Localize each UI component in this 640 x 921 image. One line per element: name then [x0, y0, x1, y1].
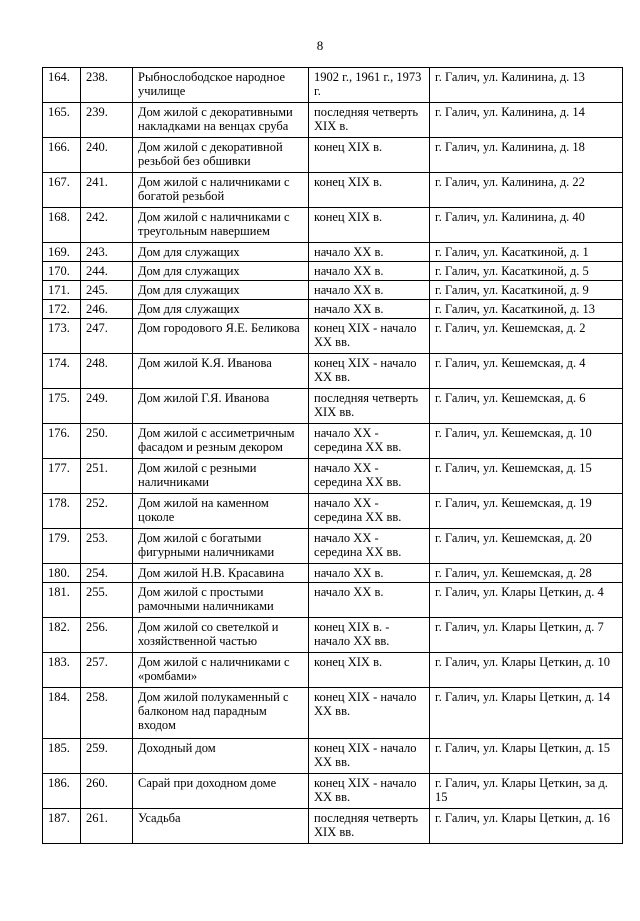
address-cell: г. Галич, ул. Касаткиной, д. 5: [430, 262, 623, 281]
dating-cell: начало XX в.: [309, 583, 430, 618]
row-number-cell: 181.: [43, 583, 81, 618]
row-number-cell: 184.: [43, 688, 81, 739]
dating-cell: последняя четверть XIX в.: [309, 103, 430, 138]
row-number-cell: 175.: [43, 389, 81, 424]
table-row: [43, 138, 623, 173]
registry-number-cell: 240.: [81, 138, 133, 173]
dating-cell: конец XIX - начало XX вв.: [309, 354, 430, 389]
object-name-cell: Дом жилой с декоративными накладками на венцах сруба: [133, 103, 309, 138]
object-name-cell: Дом жилой с наличниками с треугольным навершием: [133, 208, 309, 243]
registry-number-cell: 257.: [81, 653, 133, 688]
registry-number-cell: 246.: [81, 300, 133, 319]
row-number-cell: 166.: [43, 138, 81, 173]
address-cell: г. Галич, ул. Кешемская, д. 28: [430, 564, 623, 583]
dating-cell: начало XX в.: [309, 262, 430, 281]
register-table-body: [43, 68, 623, 844]
address-cell: г. Галич, ул. Клары Цеткин, д. 4: [430, 583, 623, 618]
address-cell: г. Галич, ул. Кешемская, д. 19: [430, 494, 623, 529]
object-name-cell: Дом жилой с наличниками с «ромбами»: [133, 653, 309, 688]
table-row: [43, 653, 623, 688]
row-number-cell: 186.: [43, 774, 81, 809]
row-number-cell: 178.: [43, 494, 81, 529]
row-number-cell: 185.: [43, 739, 81, 774]
dating-cell: начало XX в.: [309, 243, 430, 262]
object-name-cell: Дом для служащих: [133, 262, 309, 281]
row-number-cell: 164.: [43, 68, 81, 103]
address-cell: г. Галич, ул. Калинина, д. 14: [430, 103, 623, 138]
address-cell: г. Галич, ул. Кешемская, д. 10: [430, 424, 623, 459]
dating-cell: начало XX - середина XX вв.: [309, 424, 430, 459]
address-cell: г. Галич, ул. Кешемская, д. 4: [430, 354, 623, 389]
row-number-cell: 183.: [43, 653, 81, 688]
address-cell: г. Галич, ул. Кешемская, д. 6: [430, 389, 623, 424]
object-name-cell: Дом жилой с наличниками с богатой резьбой: [133, 173, 309, 208]
dating-cell: последняя четверть XIX вв.: [309, 809, 430, 844]
object-name-cell: Доходный дом: [133, 739, 309, 774]
row-number-cell: 169.: [43, 243, 81, 262]
table-row: [43, 173, 623, 208]
address-cell: г. Галич, ул. Клары Цеткин, д. 15: [430, 739, 623, 774]
registry-number-cell: 258.: [81, 688, 133, 739]
registry-number-cell: 260.: [81, 774, 133, 809]
registry-number-cell: 239.: [81, 103, 133, 138]
address-cell: г. Галич, ул. Клары Цеткин, за д. 15: [430, 774, 623, 809]
object-name-cell: Дом для служащих: [133, 300, 309, 319]
address-cell: г. Галич, ул. Кешемская, д. 20: [430, 529, 623, 564]
table-row: [43, 494, 623, 529]
row-number-cell: 167.: [43, 173, 81, 208]
address-cell: г. Галич, ул. Кешемская, д. 15: [430, 459, 623, 494]
table-row: [43, 103, 623, 138]
registry-number-cell: 254.: [81, 564, 133, 583]
table-row: [43, 389, 623, 424]
registry-number-cell: 255.: [81, 583, 133, 618]
dating-cell: 1902 г., 1961 г., 1973 г.: [309, 68, 430, 103]
row-number-cell: 177.: [43, 459, 81, 494]
object-name-cell: Усадьба: [133, 809, 309, 844]
registry-number-cell: 248.: [81, 354, 133, 389]
row-number-cell: 173.: [43, 319, 81, 354]
registry-number-cell: 253.: [81, 529, 133, 564]
dating-cell: конец XIX - начало XX вв.: [309, 739, 430, 774]
registry-number-cell: 259.: [81, 739, 133, 774]
row-number-cell: 180.: [43, 564, 81, 583]
object-name-cell: Дом жилой со светелкой и хозяйственной частью: [133, 618, 309, 653]
registry-number-cell: 256.: [81, 618, 133, 653]
address-cell: г. Галич, ул. Калинина, д. 40: [430, 208, 623, 243]
dating-cell: конец XIX в.: [309, 173, 430, 208]
table-row: [43, 529, 623, 564]
row-number-cell: 176.: [43, 424, 81, 459]
heritage-register-table: [42, 67, 623, 844]
object-name-cell: Дом жилой с резными наличниками: [133, 459, 309, 494]
table-row: [43, 424, 623, 459]
table-row: [43, 739, 623, 774]
table-row: [43, 354, 623, 389]
address-cell: г. Галич, ул. Касаткиной, д. 9: [430, 281, 623, 300]
table-row: [43, 262, 623, 281]
dating-cell: начало XX - середина XX вв.: [309, 459, 430, 494]
dating-cell: конец XIX в.: [309, 653, 430, 688]
row-number-cell: 179.: [43, 529, 81, 564]
address-cell: г. Галич, ул. Калинина, д. 18: [430, 138, 623, 173]
registry-number-cell: 261.: [81, 809, 133, 844]
table-row: [43, 618, 623, 653]
row-number-cell: 172.: [43, 300, 81, 319]
registry-number-cell: 243.: [81, 243, 133, 262]
dating-cell: конец XIX в.: [309, 138, 430, 173]
table-row: [43, 564, 623, 583]
registry-number-cell: 251.: [81, 459, 133, 494]
address-cell: г. Галич, ул. Клары Цеткин, д. 7: [430, 618, 623, 653]
object-name-cell: Дом жилой К.Я. Иванова: [133, 354, 309, 389]
table-row: [43, 688, 623, 739]
object-name-cell: Дом жилой Г.Я. Иванова: [133, 389, 309, 424]
object-name-cell: Дом жилой с декоративной резьбой без обшивки: [133, 138, 309, 173]
row-number-cell: 168.: [43, 208, 81, 243]
registry-number-cell: 238.: [81, 68, 133, 103]
object-name-cell: Рыбнослободское народное училище: [133, 68, 309, 103]
object-name-cell: Дом жилой с богатыми фигурными наличниками: [133, 529, 309, 564]
dating-cell: конец XIX - начало XX вв.: [309, 688, 430, 739]
registry-number-cell: 242.: [81, 208, 133, 243]
object-name-cell: Дом жилой с простыми рамочными наличниками: [133, 583, 309, 618]
address-cell: г. Галич, ул. Кешемская, д. 2: [430, 319, 623, 354]
address-cell: г. Галич, ул. Касаткиной, д. 13: [430, 300, 623, 319]
object-name-cell: Дом жилой с ассиметричным фасадом и резным декором: [133, 424, 309, 459]
table-row: [43, 583, 623, 618]
table-row: [43, 243, 623, 262]
address-cell: г. Галич, ул. Клары Цеткин, д. 16: [430, 809, 623, 844]
object-name-cell: Дом для служащих: [133, 281, 309, 300]
dating-cell: последняя четверть XIX вв.: [309, 389, 430, 424]
address-cell: г. Галич, ул. Калинина, д. 13: [430, 68, 623, 103]
address-cell: г. Галич, ул. Клары Цеткин, д. 10: [430, 653, 623, 688]
dating-cell: начало XX в.: [309, 564, 430, 583]
registry-number-cell: 250.: [81, 424, 133, 459]
dating-cell: начало XX - середина XX вв.: [309, 494, 430, 529]
table-row: [43, 774, 623, 809]
table-row: [43, 281, 623, 300]
dating-cell: конец XIX в. - начало XX вв.: [309, 618, 430, 653]
object-name-cell: Сарай при доходном доме: [133, 774, 309, 809]
registry-number-cell: 244.: [81, 262, 133, 281]
table-row: [43, 809, 623, 844]
row-number-cell: 182.: [43, 618, 81, 653]
dating-cell: конец XIX - начало XX вв.: [309, 774, 430, 809]
object-name-cell: Дом для служащих: [133, 243, 309, 262]
row-number-cell: 171.: [43, 281, 81, 300]
registry-number-cell: 247.: [81, 319, 133, 354]
row-number-cell: 170.: [43, 262, 81, 281]
dating-cell: конец XIX в.: [309, 208, 430, 243]
table-row: [43, 459, 623, 494]
dating-cell: начало XX в.: [309, 281, 430, 300]
address-cell: г. Галич, ул. Клары Цеткин, д. 14: [430, 688, 623, 739]
table-row: [43, 319, 623, 354]
address-cell: г. Галич, ул. Калинина, д. 22: [430, 173, 623, 208]
dating-cell: начало XX - середина XX вв.: [309, 529, 430, 564]
registry-number-cell: 249.: [81, 389, 133, 424]
object-name-cell: Дом жилой на каменном цоколе: [133, 494, 309, 529]
registry-number-cell: 241.: [81, 173, 133, 208]
row-number-cell: 165.: [43, 103, 81, 138]
page-number: 8: [316, 38, 324, 53]
object-name-cell: Дом городового Я.Е. Беликова: [133, 319, 309, 354]
table-row: [43, 300, 623, 319]
table-row: [43, 68, 623, 103]
object-name-cell: Дом жилой Н.В. Красавина: [133, 564, 309, 583]
dating-cell: начало XX в.: [309, 300, 430, 319]
dating-cell: конец XIX - начало XX вв.: [309, 319, 430, 354]
registry-number-cell: 252.: [81, 494, 133, 529]
object-name-cell: Дом жилой полукаменный с балконом над парадным входом: [133, 688, 309, 739]
table-row: [43, 208, 623, 243]
row-number-cell: 174.: [43, 354, 81, 389]
row-number-cell: 187.: [43, 809, 81, 844]
address-cell: г. Галич, ул. Касаткиной, д. 1: [430, 243, 623, 262]
registry-number-cell: 245.: [81, 281, 133, 300]
